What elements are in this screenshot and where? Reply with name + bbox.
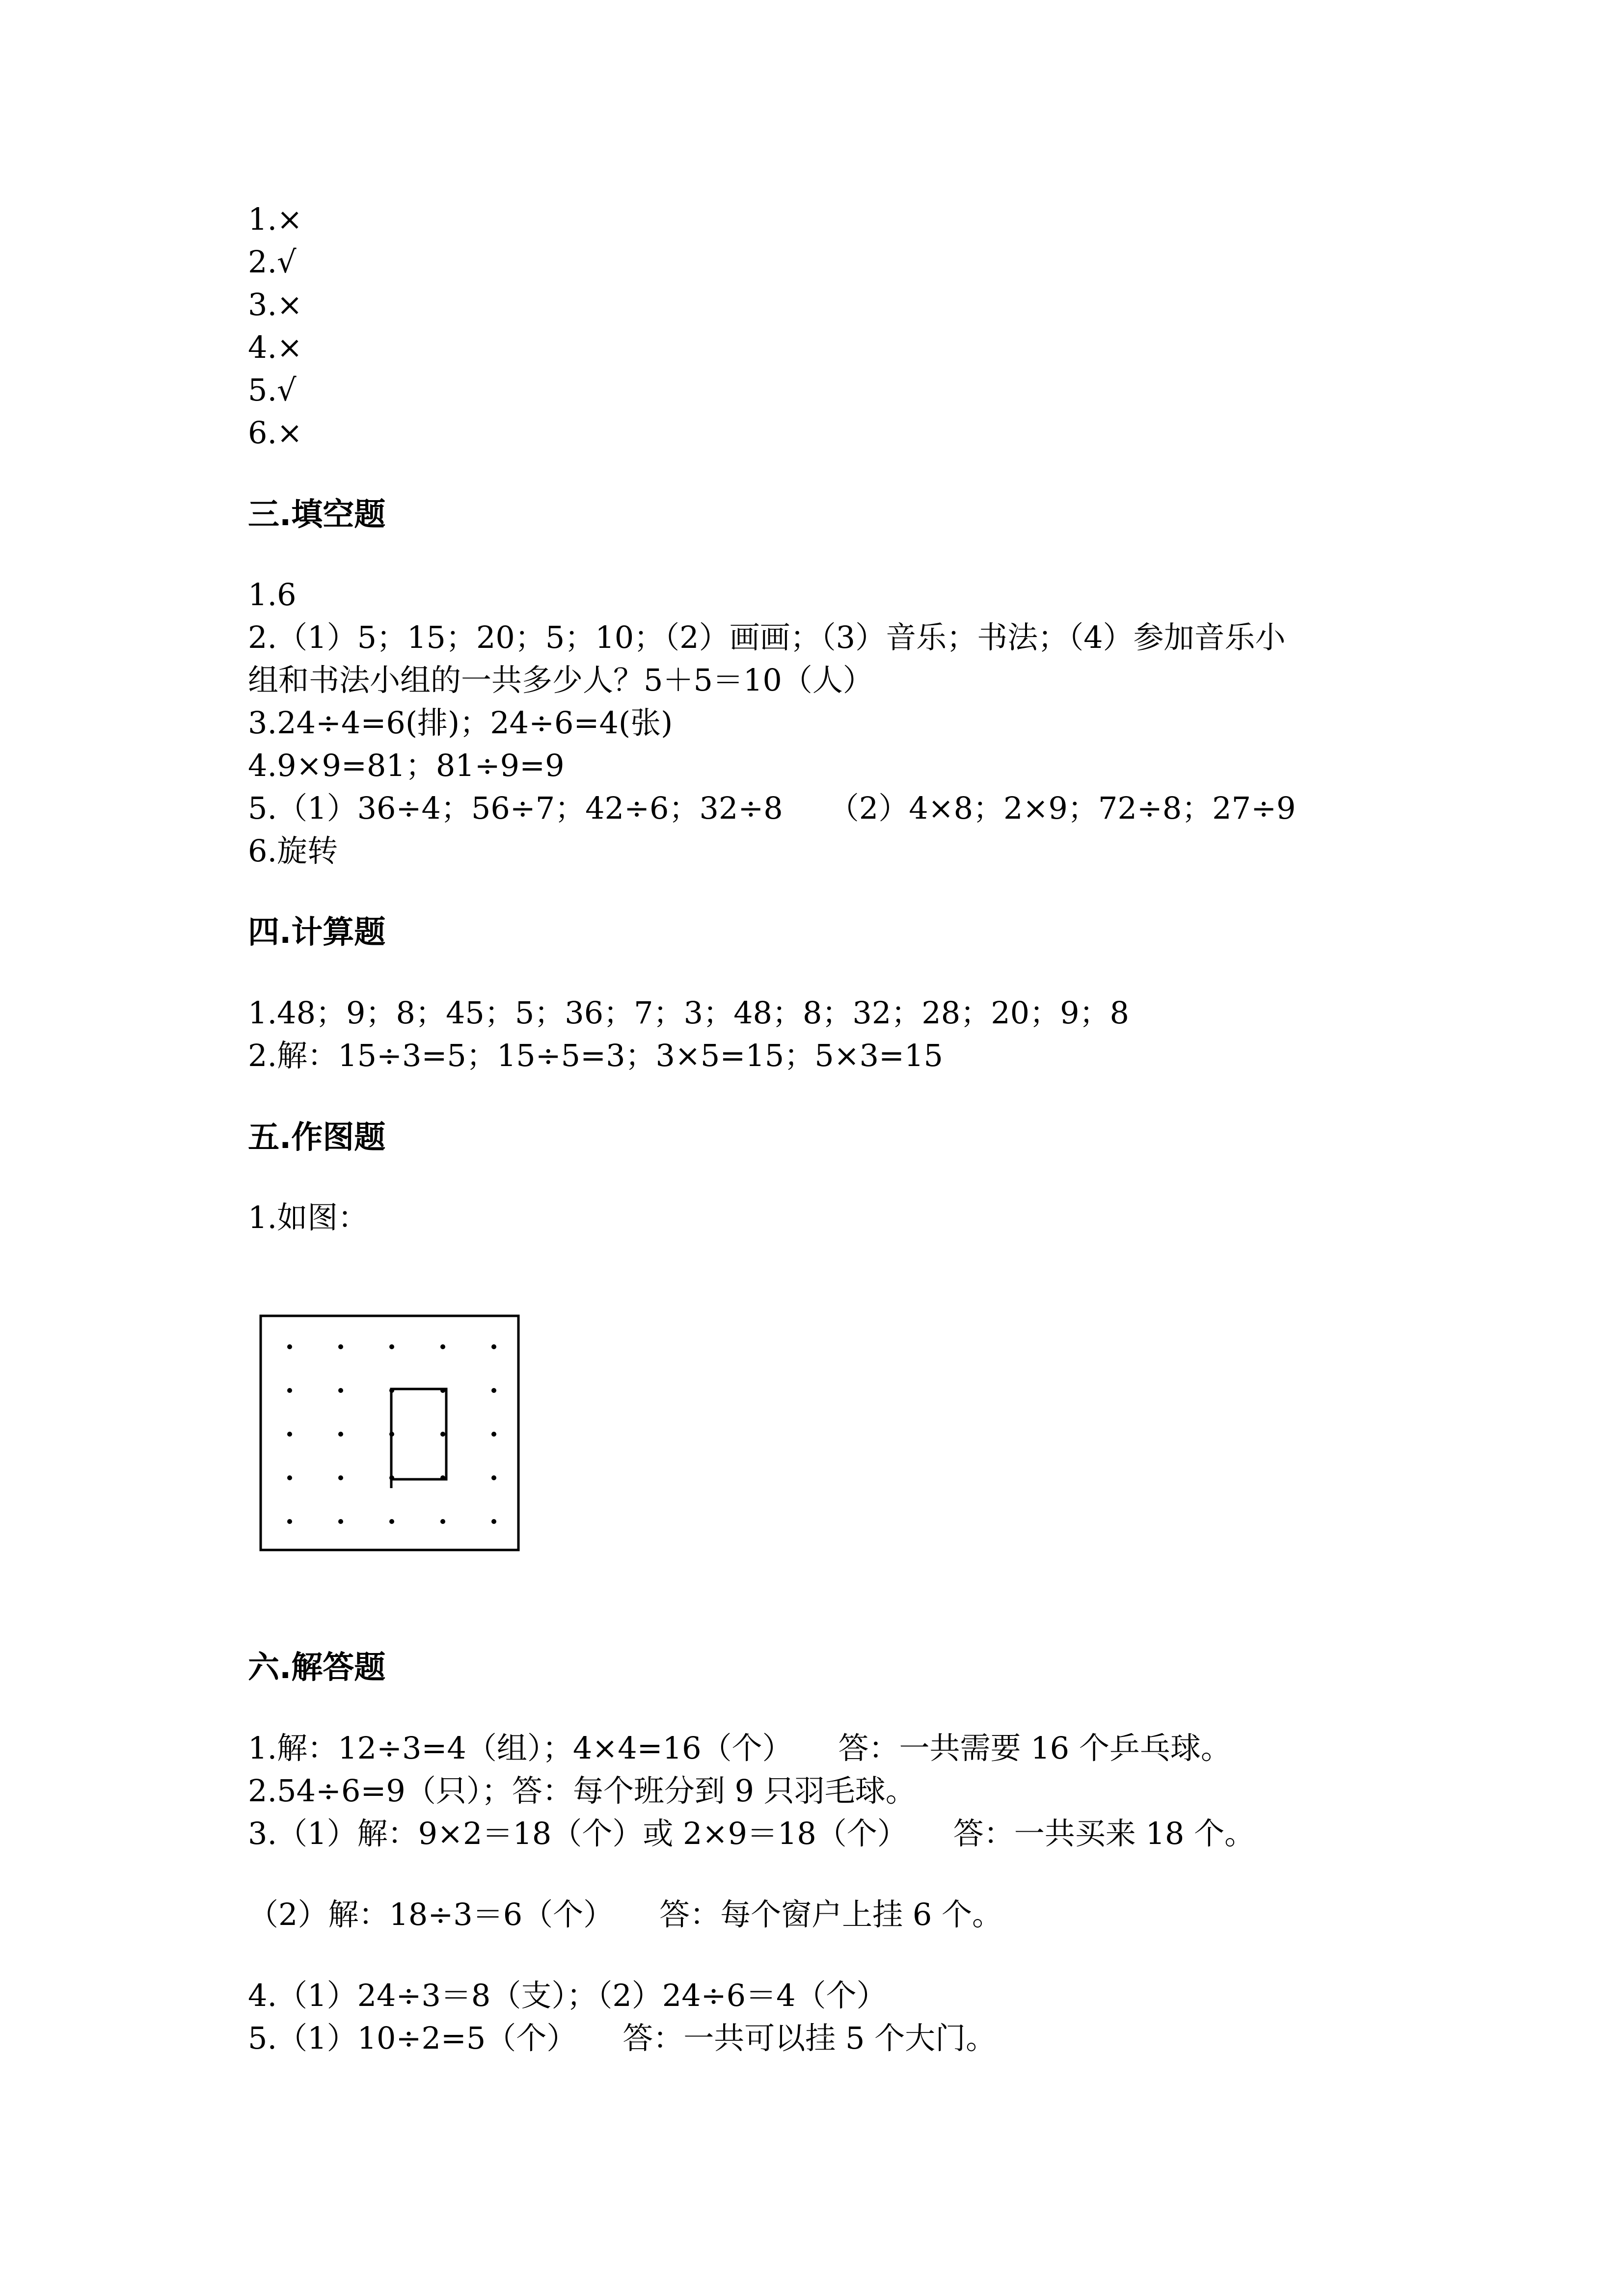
section-three-title: 三.填空题 — [248, 497, 386, 533]
answer-6-3-2: （2）解：18÷3＝6（个） 答：每个窗户上挂 6 个。 — [248, 1896, 1003, 1932]
grid-dot — [338, 1475, 343, 1480]
answer-2-1: 1.× — [248, 201, 303, 237]
dot-grid-drawing — [259, 1314, 520, 1551]
grid-dot — [287, 1432, 292, 1437]
answer-2-6: 6.× — [248, 415, 303, 451]
grid-dot — [491, 1475, 496, 1480]
grid-dot — [338, 1432, 343, 1437]
answer-3-2: 2.（1）5；15；20；5；10；（2）画画；（3）音乐；书法；（4）参加音乐小 — [248, 619, 1286, 655]
answer-2-5: 5.√ — [248, 372, 297, 408]
grid-dot — [491, 1432, 496, 1437]
answer-3-1: 1.6 — [248, 577, 297, 613]
section-five-title: 五.作图题 — [248, 1120, 386, 1156]
grid-dot — [389, 1344, 394, 1349]
section-four-title: 四.计算题 — [248, 914, 386, 951]
answer-2-3: 3.× — [248, 287, 303, 322]
answer-5-1: 1.如图： — [248, 1200, 369, 1235]
grid-dot — [287, 1519, 292, 1524]
answer-6-5: 5.（1）10÷2=5（个） 答：一共可以挂 5 个大门。 — [248, 2020, 997, 2056]
answer-3-5: 5.（1）36÷4；56÷7；42÷6；32÷8 （2）4×8；2×9；72÷8；27÷9 — [248, 790, 1296, 826]
answer-2-2: 2.√ — [248, 244, 297, 280]
grid-dot — [440, 1432, 445, 1437]
section-six-title: 六.解答题 — [248, 1650, 386, 1686]
answer-3-4: 4.9×9=81；81÷9=9 — [248, 748, 565, 783]
grid-dot — [287, 1344, 292, 1349]
dot-grid-figure — [259, 1314, 520, 1551]
grid-dot — [287, 1475, 292, 1480]
answer-6-4: 4.（1）24÷3＝8（支）；（2）24÷6＝4（个） — [248, 1977, 887, 2013]
answer-3-3: 3.24÷4=6(排)；24÷6=4(张) — [248, 705, 673, 741]
answer-4-1: 1.48；9；8；45；5；36；7；3；48；8；32；28；20；9；8 — [248, 995, 1129, 1031]
answer-2-4: 4.× — [248, 329, 303, 365]
answer-3-2-cont: 组和书法小组的一共多少人？5＋5＝10（人） — [248, 662, 873, 698]
drawn-rectangle — [391, 1389, 446, 1479]
figure-frame — [261, 1316, 518, 1550]
answer-3-6: 6.旋转 — [248, 833, 338, 869]
grid-dot — [440, 1344, 445, 1349]
drawn-rectangle-group — [391, 1389, 446, 1488]
answer-6-3-1: 3.（1）解：9×2＝18（个）或 2×9＝18（个） 答：一共买来 18 个。 — [248, 1815, 1255, 1851]
grid-dot — [338, 1344, 343, 1349]
answer-6-2: 2.54÷6=9（只）；答：每个班分到 9 只羽毛球。 — [248, 1773, 916, 1809]
answer-6-1: 1.解：12÷3=4（组）；4×4=16（个） 答：一共需要 16 个乒乓球。 — [248, 1730, 1231, 1766]
grid-dot — [491, 1388, 496, 1393]
grid-dot — [338, 1519, 343, 1524]
grid-dot — [440, 1519, 445, 1524]
grid-dot — [338, 1388, 343, 1393]
grid-dot — [389, 1519, 394, 1524]
grid-dot — [287, 1388, 292, 1393]
grid-dot — [491, 1519, 496, 1524]
grid-dot — [491, 1344, 496, 1349]
answer-4-2: 2.解：15÷3=5；15÷5=3；3×5=15；5×3=15 — [248, 1038, 943, 1073]
